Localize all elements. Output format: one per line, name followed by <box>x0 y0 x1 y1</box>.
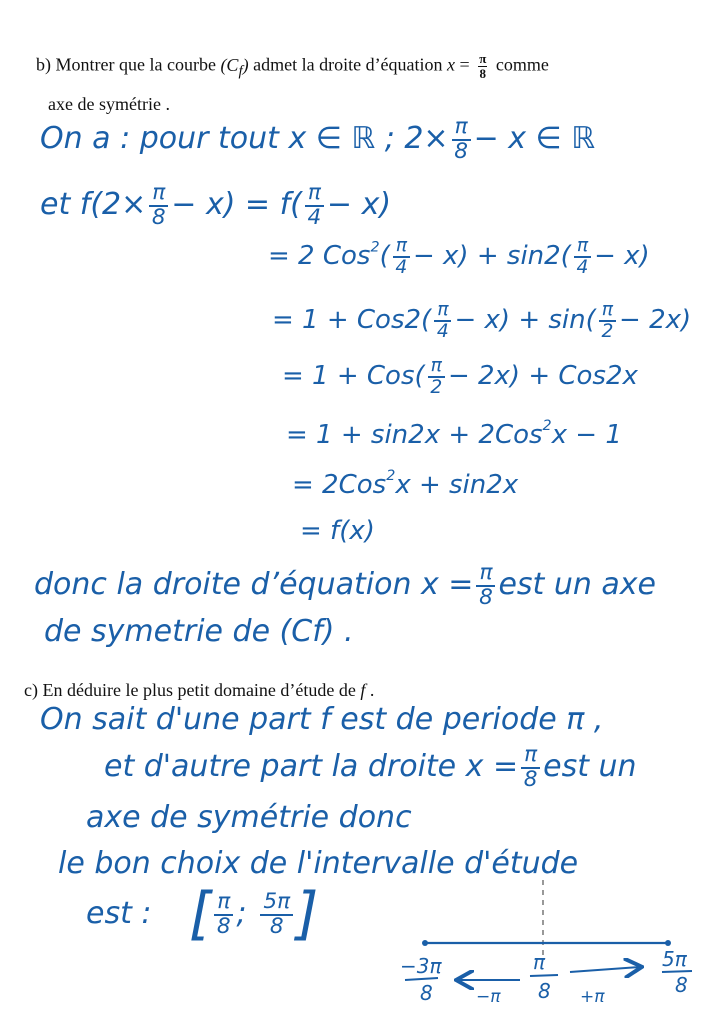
hw-b-line6: = 1 + sin2x + 2Cos$^2$x − 1 <box>286 418 622 450</box>
right-tick-bar <box>662 971 692 972</box>
part-b-question-mid: admet la droite d’équation <box>248 54 448 75</box>
hw-b-line4: = 1 + Cos2( $\frac{\pi}{4}$ − x) + sin( $\frac{\pi}{2}$ − 2x) <box>272 299 692 342</box>
mid-tick-den: 8 <box>538 979 551 1003</box>
var-x: x <box>447 54 456 75</box>
right-tick-num: 5π <box>662 947 687 971</box>
var-f: f <box>360 680 366 700</box>
hw-b-line1: On a : pour tout x ∈ ℝ ; 2× $\frac{\pi}{8}$ − x ∈ ℝ <box>40 114 595 164</box>
equals-sign: = <box>455 54 475 75</box>
part-b-question-end: comme <box>491 54 549 75</box>
pi-over-8-fraction: $\frac{\pi}{8}$ <box>479 51 487 81</box>
left-tick-den: 8 <box>420 981 433 1005</box>
hw-b-line5: = 1 + Cos( $\frac{\pi}{2}$ − 2x) + Cos2x <box>282 355 638 398</box>
mid-tick-bar <box>530 975 558 976</box>
arrow-left-label: −π <box>476 987 501 1007</box>
hw-b-line2: et f(2× $\frac{\pi}{8}$ − x) = f( $\frac{\pi}{4}$ − x) <box>40 180 392 230</box>
left-tick-num: −3π <box>400 954 442 978</box>
part-c-question: c) En déduire le plus petit domaine d’étude de f . <box>24 680 375 700</box>
hw-b-line10: de symetrie de (Cf) . <box>44 614 354 649</box>
left-endpoint <box>422 940 428 946</box>
mid-tick-num: π <box>533 950 546 974</box>
part-b-question-prefix: b) Montrer que la courbe <box>36 54 221 75</box>
arrow-right-label: +π <box>580 987 605 1007</box>
hw-b-line8: = f(x) <box>300 516 375 546</box>
curve-name: $(C_f)$ <box>220 54 249 80</box>
hw-b-line7: = 2Cos$^2$x + sin2x <box>292 468 519 500</box>
hw-c-line1: On sait d'une part f est de periode π , <box>40 702 604 737</box>
right-tick-den: 8 <box>675 973 688 997</box>
hw-b-line9: donc la droite d’équation x = $\frac{\pi}{8}$ est un axe <box>34 560 656 610</box>
left-tick-bar <box>405 978 438 980</box>
hw-c-line4: le bon choix de l'intervalle d'étude <box>58 846 579 881</box>
right-endpoint <box>665 940 671 946</box>
hw-c-line5: est : [ $\frac{\pi}{8}$ ; $\frac{5\pi}{8}$ ] <box>86 881 319 947</box>
part-b-question-line2: axe de symétrie . <box>48 94 170 114</box>
hw-b-line3: = 2 Cos$^2$( $\frac{\pi}{4}$ − x) + sin2( $\frac{\pi}{4}$ − x) <box>268 235 650 278</box>
part-c-question-prefix: c) En déduire le plus petit domaine d’étude de <box>24 680 361 700</box>
hw-c-line2: et d'autre part la droite x = $\frac{\pi}{8}$ est un <box>104 742 637 792</box>
arrow-right <box>570 967 640 972</box>
hw-c-line3: axe de symétrie donc <box>86 800 412 835</box>
